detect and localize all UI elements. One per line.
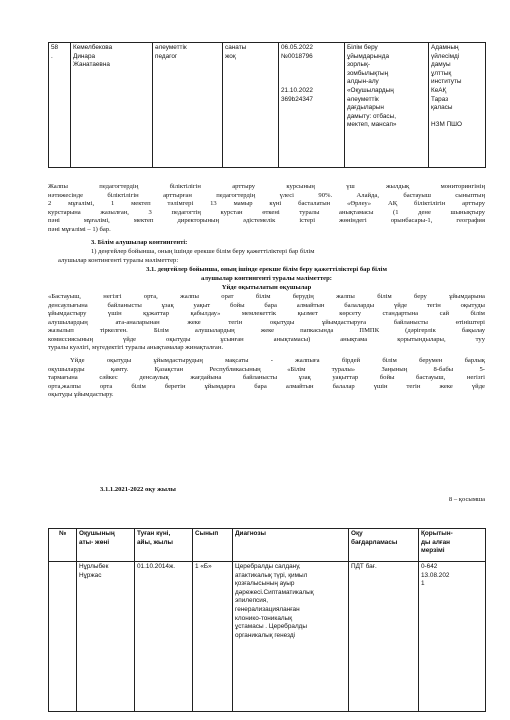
birth-date-cell	[135, 562, 193, 712]
table-row	[49, 562, 486, 712]
cell-text-line: зорлық-	[347, 61, 370, 69]
cell-text-line: ұстамасы . Церебралды	[235, 623, 308, 631]
header-class	[193, 529, 233, 562]
appendix-label: 8 – қосымша	[448, 496, 485, 503]
cell-text-line: Оқушының	[79, 530, 115, 537]
table-row	[49, 43, 486, 168]
paragraph-line: комиссиясының үйде оқытуды ұсынған анықтамасы) анықтама қорытындылары, туу	[48, 335, 485, 343]
cell-text-line: 06.05.2022	[281, 44, 313, 51]
paragraph-line: «Бастауыш, негізгі орта, жалпы орат білім берудің жалпы білім беру ұйымдарына	[48, 293, 485, 300]
cell-text-line: қаласы	[431, 104, 453, 112]
cell-text-line: Жанатаевна	[73, 61, 110, 69]
cell-text-line: Нұрлыбек	[79, 563, 109, 570]
row-number-cell	[49, 43, 71, 168]
cell-text-line: Нұржас	[79, 571, 102, 579]
cell-text-line: санаты	[225, 44, 247, 51]
cell-text-line: Білім беру	[347, 44, 378, 51]
cell-text-line: генерализацияланған	[235, 605, 300, 613]
cell-text-line: Динара	[73, 52, 96, 60]
paragraph-line: пәні мұғалімі, мектеп директорының әдістемелік істері жөніндегі орынбасары-1, география	[48, 217, 485, 225]
cell-text-line: зомбылықтың	[347, 69, 389, 77]
purpose-paragraph	[48, 357, 485, 400]
cell-text-line	[431, 113, 483, 122]
paragraph-line: 2 мұғалімі, 1 мектеп тәлімгері 13 мамыр күні басталатын «Өрлеу» АҚ біліктілігін арттыру	[48, 200, 485, 208]
cell-text-line: Қорытын-	[421, 530, 453, 537]
cell-text-line: дағдыларын	[347, 104, 384, 112]
cell-text-line: дәрежесі.Сиптаматикалық	[235, 588, 314, 596]
home-schooling-paragraph	[48, 293, 485, 353]
paragraph-line: Үйде оқытуды ұйымдастырудың мақсаты - жалпыға бірдей білім берумен барлық	[70, 357, 485, 364]
cell-text-line: Туған күні,	[137, 530, 171, 537]
paragraph-line: Жалпы педагогтердің біліктілігін арттыру курсының үш жылдық мониторингінің	[48, 183, 485, 190]
cell-text-line: дамуы	[431, 61, 451, 69]
header-diagnosis	[233, 529, 349, 562]
cell-text-line: эпилепсия,	[235, 597, 269, 605]
cell-text-line: 21.10.2022	[281, 86, 313, 94]
cell-text-line: алдын-алу	[347, 78, 379, 86]
paragraph-line: ұйымдастыру үшін құжаттар қабылдау» мемлекеттік қызмет көрсету стандартына сай білім	[48, 310, 485, 318]
cell-text-line: 01.10.2014ж.	[137, 563, 176, 570]
cell-text-line: клонико-тоникалық	[235, 614, 292, 622]
cell-text-line: КеАҚ	[431, 86, 447, 94]
position-cell	[153, 43, 223, 168]
cell-text-line: 369b24347	[281, 95, 313, 103]
cell-text-line	[281, 78, 342, 87]
cell-text-line: аты- жөні	[79, 538, 110, 546]
program-cell	[349, 562, 419, 712]
cell-text-line: әлеуметтік	[347, 95, 379, 103]
home-schooling-heading: Үйде оқытылатын оқушылар	[221, 284, 312, 291]
cell-text-line: НЗМ ПШО	[431, 121, 462, 129]
school-year-heading: 3.1.1.2021-2022 оқу жылы	[100, 486, 176, 493]
paragraph-line: оқушыларды қамту. Қазақстан Республикасының «Білім туралы» Заңының 8-бабы 5-	[48, 365, 485, 373]
category-cell	[223, 43, 279, 168]
cell-text-line: Тараз	[431, 95, 449, 103]
paragraph-line: алушылардың ата-аналарынан жеке тегін оқытуды ұйымдастыруға байланысты өтініштері	[48, 318, 485, 326]
cell-text-line: «Оқушылардың	[347, 86, 394, 94]
course-name-cell	[345, 43, 429, 168]
cell-text-line	[281, 70, 342, 79]
paragraph-line: орта,жалпы орта білім беретін ұйымдарға бара алмайтын балалар үшін тегін жеке үйде	[48, 382, 485, 390]
paragraph-line: пәні мұғалімі – 1) бар.	[48, 225, 111, 233]
home-students-table	[48, 528, 486, 712]
cell-text-line: институты	[431, 78, 462, 86]
cell-text-line: үйлесімді	[431, 52, 460, 60]
cell-text-line: бағдарламасы	[351, 538, 398, 546]
qualification-paragraph	[48, 183, 485, 234]
class-cell	[193, 562, 233, 712]
contingent-heading: 3. Білім алушылар контингенті:	[91, 239, 188, 246]
cell-text-line: атактикалық түрі, қимыл	[235, 571, 308, 579]
cell-text-line: ПДТ бағ.	[351, 563, 377, 570]
diagnosis-cell	[233, 562, 349, 712]
levels-subheading: 1) деңгейлер бойынша, оның ішінде ерекше білім беру қажеттіліктері бар білім алушылар контингенті туралы мәліметтер:	[58, 248, 315, 264]
section-3-1-heading: 3.1. деңгейлер бойынша, оның ішінде ерекше білім беру қажеттіліктері бар білім алушылар контингенті туралы мәліметтер:	[146, 266, 387, 282]
cell-text-line: Кемелбекова	[73, 44, 113, 51]
header-program	[349, 529, 419, 562]
cell-text-line: 58	[51, 44, 59, 51]
paragraph-line: денсаулығына байланысты ұзақ уақыт бойы бара алмайтын балаларды үйде тегін оқытуды	[48, 301, 485, 309]
student-number-cell	[49, 562, 77, 712]
paragraph-line: тармағына сәйкес денсаулық жағдайына байланысты ұзақ уақыттар бойы бастауыш, негізгі	[48, 374, 485, 382]
header-birth-date	[135, 529, 193, 562]
cell-text-line: мектеп, мансап»	[347, 121, 397, 129]
paragraph-line: курстарына жазылған, 3 педагогтің курстан өткені туралы анықтамасы (1 дене шынықтыру	[48, 208, 485, 216]
cell-text-line: ұлттық	[431, 69, 452, 77]
cell-text-line: ұйымдарында	[347, 52, 389, 60]
paragraph-line: оқытуды ұйымдастыру.	[48, 391, 114, 399]
cell-text-line: .	[51, 52, 53, 60]
cell-text-line: Оқу	[351, 530, 363, 537]
cell-text-line: Диагнозы	[235, 530, 267, 537]
cell-text-line: №	[58, 530, 67, 537]
paragraph-line: жазылып тіркелген. Білім алушылардың жеке папкасында ПМПК (дәрігерлік бақылау	[48, 327, 485, 335]
table-header-row	[49, 529, 486, 562]
cell-text-line: қозғалысының ауыр	[235, 580, 295, 588]
cell-text-line: мерзімі	[421, 547, 445, 555]
cell-text-line: әлеуметтік	[155, 44, 187, 51]
cell-text-line: ды алған	[421, 538, 450, 546]
cell-text-line: 0-642	[421, 563, 438, 570]
staff-qualification-table	[48, 42, 486, 168]
cell-text-line: Адамның	[431, 44, 459, 51]
certificate-cell	[279, 43, 345, 168]
institution-cell	[429, 43, 486, 168]
cell-text-line	[281, 61, 342, 70]
conclusion-date-cell	[419, 562, 486, 712]
cell-text-line: Сынып	[195, 530, 219, 537]
cell-text-line: педагог	[155, 52, 178, 60]
cell-text-line: 1	[421, 580, 425, 588]
student-name-cell	[77, 562, 135, 712]
header-student-name	[77, 529, 135, 562]
cell-text-line: №0018796	[281, 52, 313, 60]
teacher-name-cell	[71, 43, 153, 168]
cell-text-line: органикалық генезді	[235, 631, 295, 639]
cell-text-line: 13.08.202	[421, 571, 450, 579]
paragraph-line: нәтижесінде біліктілігін арттырған педагогтердің үлесі 90%. Алайда, бастауыш сыныптың	[48, 191, 485, 199]
cell-text-line: жоқ	[225, 52, 236, 60]
cell-text-line	[51, 563, 74, 572]
cell-text-line: дамыту: отбасы,	[347, 112, 396, 120]
cell-text-line: айы, жылы	[137, 538, 173, 546]
cell-text-line: Церебралды салдану,	[235, 563, 301, 570]
paragraph-line: туралы куәлігі, мүгедектігі туралы анықтамалар жинақталған.	[48, 344, 224, 352]
header-number	[49, 529, 77, 562]
header-conclusion-date	[419, 529, 486, 562]
cell-text-line: 1 «Б»	[195, 563, 212, 570]
